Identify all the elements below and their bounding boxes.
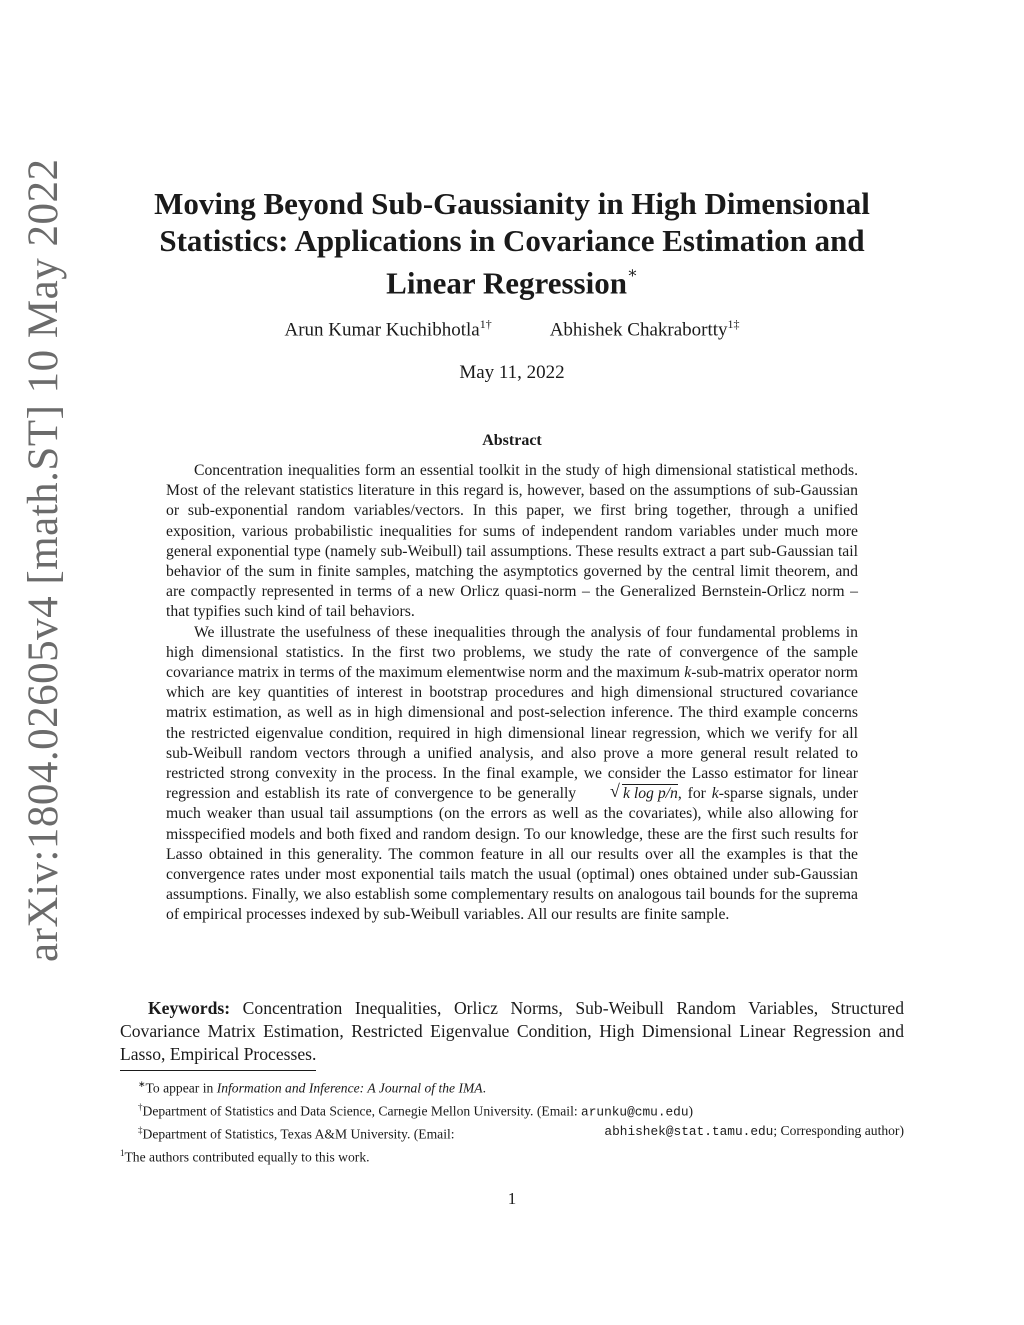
footnote-3-mark: ‡ bbox=[138, 1125, 143, 1136]
footnote-1-end: . bbox=[482, 1080, 487, 1096]
title-line-3 bbox=[100, 259, 924, 301]
title-footnote-mark: ∗ bbox=[626, 265, 638, 282]
footnote-journal bbox=[120, 1075, 904, 1098]
author-1-email: arunku@cmu.edu bbox=[581, 1104, 689, 1120]
footnote-3-text: Department of Statistics, Texas A&M University. (Email: bbox=[142, 1126, 455, 1142]
footnote-2-end: ) bbox=[688, 1103, 694, 1119]
footnote-affiliation-2 bbox=[120, 1121, 904, 1144]
abstract-paragraph-2 bbox=[166, 623, 858, 926]
keywords-paragraph bbox=[120, 997, 904, 1066]
math-k: k bbox=[684, 664, 692, 682]
footnote-3-end: ; Corresponding author) bbox=[773, 1123, 904, 1139]
author-1-name: Arun Kumar Kuchibhotla bbox=[284, 319, 480, 341]
abstract-p2-part-b: -sub-matrix operator norm which are key quantities of interest in bootstrap procedures and high dimensional structured covariance matrix estimation, as well as in high dimensional and post-selection inference. The third example concerns the restricted eigenvalue condition, required in high dimensional linear regression, which we verify for all sub-Weibull random vectors through a unified analysis, and also prove a more general result related to restricted strong convexity in the process. In the final example, we consider the Lasso estimator for linear regression and establish its rate of convergence to be generally bbox=[166, 664, 859, 803]
keywords-text: Concentration Inequalities, Orlicz Norms, Sub-Weibull Random Variables, Structured Covariance Matrix Estimation, Restricted Eigenvalue Condition, High Dimensional Linear Regression and Lasso, Empirical Processes. bbox=[120, 998, 904, 1064]
abstract-paragraph-1: Concentration inequalities form an essential toolkit in the study of high dimensional statistical methods. Most of the relevant statistics literature in this regard is, however, based on the assumptions of sub-Gaussian or sub-exponential random variables/vectors. In this paper, we first bring together, through a unified exposition, various probabilistic inequalities for sums of independent random variables under much more general exponential type (namely sub-Weibull) tail assumptions. These results extract a part sub-Gaussian tail behavior of the sum in finite samples, matching the asymptotics governed by the central limit theorem, and are compactly represented in terms of a new Orlicz quasi-norm – the Generalized Bernstein-Orlicz norm – that typifies such kind of tail behaviors. bbox=[166, 462, 858, 621]
footnote-4-text: The authors contributed equally to this work. bbox=[124, 1149, 370, 1165]
footnote-1-text: To appear in bbox=[145, 1080, 217, 1096]
page-number: 1 bbox=[507, 1189, 517, 1208]
title-line-1: Moving Beyond Sub-Gaussianity in High Dimensional bbox=[154, 186, 870, 221]
author-2-name: Abhishek Chakrabortty bbox=[549, 319, 728, 341]
footnote-3-right bbox=[604, 1121, 904, 1144]
keywords-label: Keywords: bbox=[148, 998, 231, 1018]
footnote-1-journal: Information and Inference: A Journal of the IMA bbox=[216, 1080, 483, 1096]
abstract-p2-part-c: , for bbox=[677, 785, 712, 803]
footnote-4-mark: 1 bbox=[120, 1147, 125, 1158]
convergence-rate-formula bbox=[582, 781, 678, 804]
author-list bbox=[150, 317, 874, 341]
footnote-2-text: Department of Statistics and Data Science, Carnegie Mellon University. (Email: bbox=[142, 1103, 582, 1119]
publication-date: May 11, 2022 bbox=[459, 362, 565, 383]
math-k-2: k bbox=[711, 785, 719, 803]
footnote-2-mark: † bbox=[138, 1101, 143, 1112]
abstract-p2-part-d: -sparse signals, under much weaker than usual tail assumptions (on the errors as well as the covariates), while also allowing for misspecified models and both fixed and random design. To our knowledge, these are the first such results for Lasso obtained in this generality. The common feature in all our results over all the examples is that the convergence rates under most exponential tails match the usual (optimal) ones obtained under sub-Gaussian assumptions. Finally, we also establish some complementary results on analogous tail bounds for the suprema of empirical processes indexed by sub-Weibull variables. All our results are finite sample. bbox=[166, 785, 858, 924]
author-1 bbox=[284, 317, 491, 341]
paper-title bbox=[100, 185, 924, 301]
title-line-2: Statistics: Applications in Covariance Estimation and bbox=[159, 223, 865, 258]
keywords-section bbox=[120, 997, 904, 1066]
abstract-body bbox=[166, 461, 858, 926]
footnote-3-left bbox=[138, 1121, 455, 1144]
author-2 bbox=[550, 317, 740, 341]
footnote-1-mark: ∗ bbox=[138, 1079, 146, 1089]
footnote-divider bbox=[120, 1070, 316, 1071]
author-2-marks: 1‡ bbox=[727, 317, 740, 331]
convergence-rate-text: k log p/n bbox=[622, 785, 678, 803]
footnotes bbox=[120, 1075, 904, 1166]
footnote-equal-contribution bbox=[120, 1144, 904, 1167]
author-2-email: abhishek@stat.tamu.edu bbox=[604, 1124, 774, 1140]
author-1-marks: 1† bbox=[479, 317, 492, 331]
arxiv-identifier-stamp: arXiv:1804.02605v4 [math.ST] 10 May 2022 bbox=[20, 158, 67, 962]
abstract-heading: Abstract bbox=[482, 432, 542, 449]
title-line-3-text: Linear Regression bbox=[386, 265, 627, 301]
abstract-p2-part-a: We illustrate the usefulness of these inequalities through the analysis of four fundamental problems in high dimensional statistics. In the first two problems, we study the rate of convergence of the sample covariance matrix in terms of the maximum elementwise norm and the maximum bbox=[166, 623, 858, 682]
sqrt-sign-icon: √ bbox=[609, 781, 620, 802]
footnote-affiliation-1 bbox=[120, 1098, 904, 1122]
